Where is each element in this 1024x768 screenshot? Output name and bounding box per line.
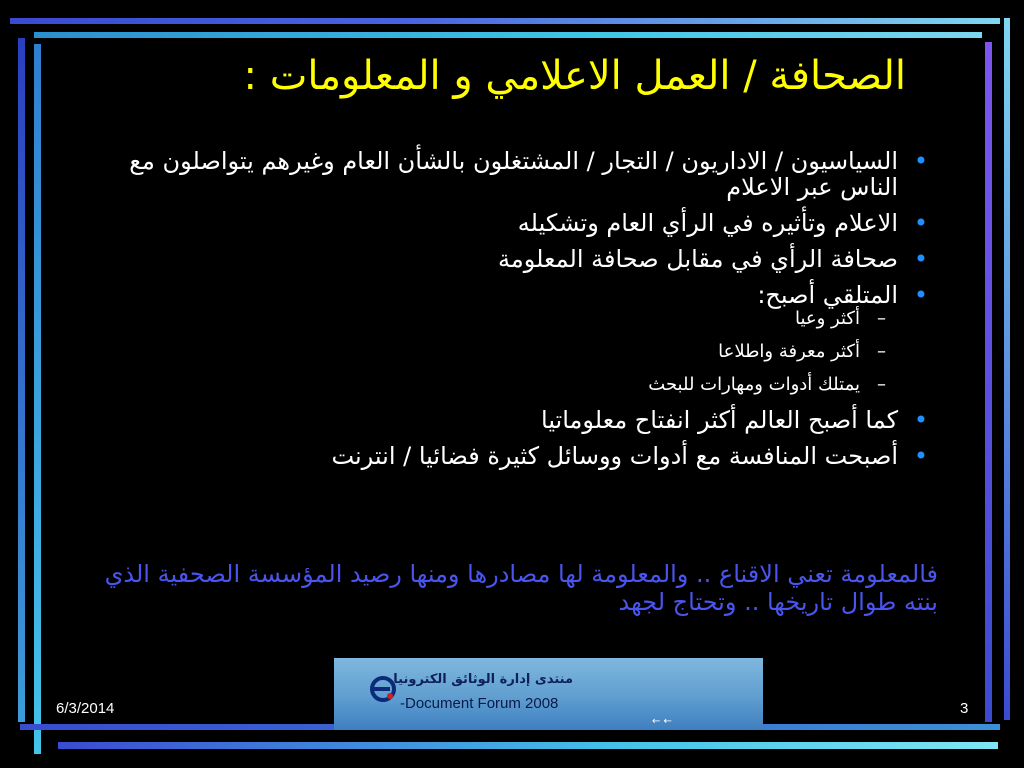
sub-bullet-list [98,308,898,396]
frame-bar-right-inner [1004,18,1010,720]
bullet-dot-icon: • [913,147,928,175]
forum-logo-banner [334,658,763,730]
dash-icon: – [877,308,886,329]
sub-bullet-item [98,374,886,396]
frame-bar-top-outer [10,18,1000,24]
bullet-dot-icon: • [913,245,928,273]
slide-title: الصحافة / العمل الاعلامي و المعلومات : [243,53,906,99]
bullet-dot-icon: • [913,281,928,309]
slide-content [98,147,928,479]
dash-icon: – [877,341,886,362]
bullet-item [98,147,928,201]
logo-english-text: -Document Forum 2008 [400,695,559,712]
bullet-text: الاعلام وتأثيره في الرأي العام وتشكيله [517,209,898,237]
frame-bar-top-inner [34,32,982,38]
logo-arabic-text: منتدى إدارة الوثائق الكترونيا [393,672,573,687]
bullet-dot-icon: • [913,209,928,237]
frame-bar-bottom-inner [58,742,998,749]
footer-date: 6/3/2014 [56,700,115,717]
bullet-item [98,209,928,237]
bullet-text: السياسيون / الاداريون / التجار / المشتغلون بالشأن العام وغيرهم يتواصلون مع الناس عبر الاعلام [129,147,898,201]
frame-bar-right-outer [985,42,992,722]
bullet-dot-icon: • [913,406,928,434]
sub-bullet-text: أكثر معرفة واطلاعا [718,341,860,362]
sub-bullet-text: يمتلك أدوات ومهارات للبحث [648,374,860,395]
dash-icon: – [877,374,886,395]
arrow-left-icon: ← ← [652,716,672,727]
sub-bullet-text: أكثر وعيا [794,308,860,329]
bullet-item [98,442,928,470]
bullet-dot-icon: • [913,442,928,470]
bullet-text: أصبحت المنافسة مع أدوات ووسائل كثيرة فضائيا / انترنت [331,442,898,470]
sub-bullet-item [98,341,886,363]
frame-bar-left-inner [34,44,41,754]
slide-number: 3 [960,700,969,717]
bullet-text: كما أصبح العالم أكثر انفتاح معلوماتيا [541,406,898,434]
sub-bullet-item [98,308,886,330]
bullet-item [98,281,928,396]
bullet-text: المتلقي أصبح: [757,281,898,309]
highlight-note: فالمعلومة تعني الاقناع .. والمعلومة لها مصادرها ومنها رصيد المؤسسة الصحفية الذي بنته طوال تاريخها .. وتحتاج لجهد [104,560,938,616]
bullet-item [98,245,928,273]
frame-bar-left-outer [18,38,25,722]
bullet-text: صحافة الرأي في مقابل صحافة المعلومة [497,245,898,273]
bullet-item [98,406,928,434]
bullet-list [98,147,928,470]
